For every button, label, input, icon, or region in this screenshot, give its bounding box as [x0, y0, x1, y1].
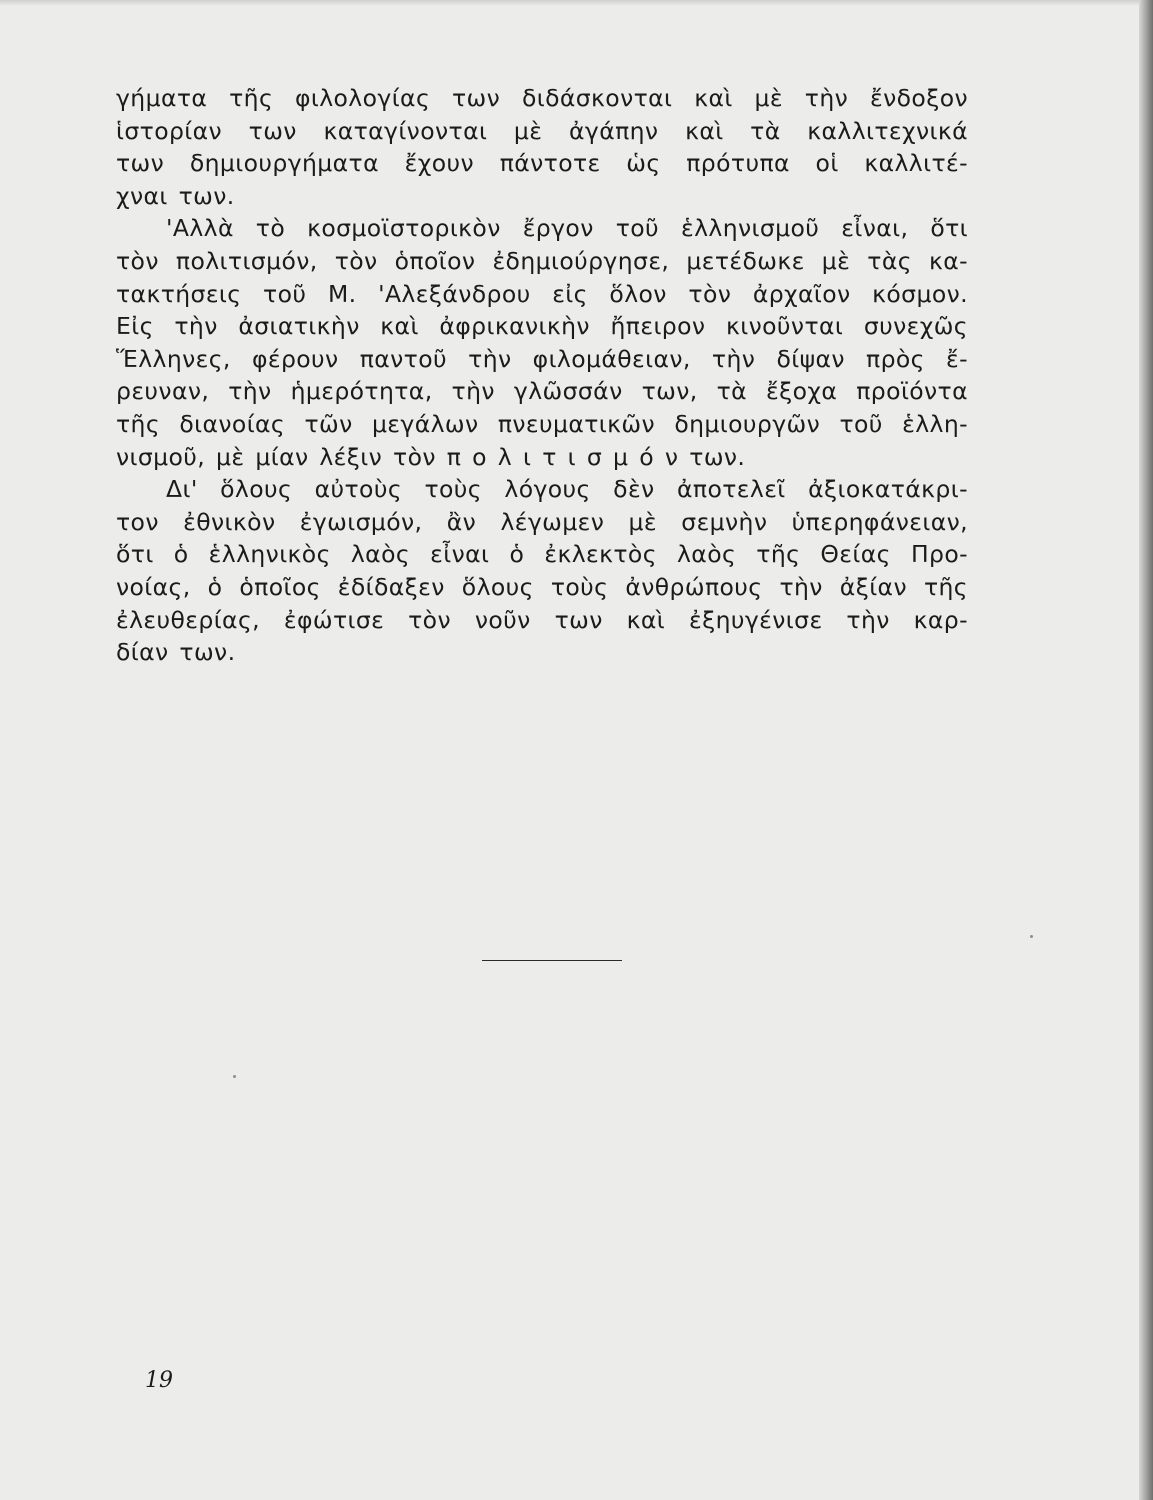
- body-text: [116, 82, 968, 669]
- text-line: ὅτι ὁ ἑλληνικὸς λαὸς εἶναι ὁ ἐκλεκτὸς λαὸς τῆς Θείας Προ-: [116, 540, 968, 569]
- page-binding-edge: [1139, 0, 1153, 1500]
- text-line: ρευναν, τὴν ἡμερότητα, τὴν γλῶσσάν των, τὰ ἔξοχα προϊόντα: [116, 377, 968, 406]
- text-line: των δημιουργήματα ἔχουν πάντοτε ὡς πρότυπα οἱ καλλιτέ-: [116, 149, 968, 178]
- text-line: ἐλευθερίας, ἐφώτισε τὸν νοῦν των καὶ ἐξηυγένισε τὴν καρ-: [116, 605, 968, 634]
- text-line: γήματα τῆς φιλολογίας των διδάσκονται καὶ μὲ τὴν ἔνδοξον: [116, 84, 968, 112]
- text-line: τῆς διανοίας τῶν μεγάλων πνευματικῶν δημιουργῶν τοῦ ἑλλη-: [116, 409, 968, 438]
- text-line: νοίας, ὁ ὁποῖος ἐδίδαξεν ὅλους τοὺς ἀνθρώπους τὴν ἀξίαν τῆς: [116, 572, 968, 601]
- text-line: τακτήσεις τοῦ Μ. 'Αλεξάνδρου εἰς ὅλον τὸν ἀρχαῖον κόσμον.: [116, 279, 968, 308]
- text-line: νισμοῦ, μὲ μίαν λέξιν τὸν π ο λ ι τ ι σ μ ό ν των.: [116, 442, 746, 471]
- text-line: Δι' ὅλους αὐτοὺς τοὺς λόγους δὲν ἀποτελεῖ ἀξιοκατάκρι-: [166, 475, 968, 504]
- text-line: τον ἐθνικὸν ἐγωισμόν, ἂν λέγωμεν μὲ σεμνὴν ὑπερηφάνειαν,: [116, 507, 968, 536]
- text-line: 'Αλλὰ τὸ κοσμοϊστορικὸν ἔργον τοῦ ἑλληνισμοῦ εἶναι, ὅτι: [166, 214, 968, 243]
- text-line: Ἕλληνες, φέρουν παντοῦ τὴν φιλομάθειαν, τὴν δίψαν πρὸς ἔ-: [116, 344, 968, 373]
- text-line: ἱστορίαν των καταγίνονται μὲ ἀγάπην καὶ τὰ καλλιτεχνικά: [116, 116, 968, 145]
- scan-speck: [233, 1075, 236, 1078]
- section-end-rule: [482, 960, 622, 961]
- text-line: τὸν πολιτισμόν, τὸν ὁποῖον ἐδημιούργησε, μετέδωκε μὲ τὰς κα-: [116, 246, 968, 275]
- page-top-edge: [0, 0, 1153, 6]
- text-line: Εἰς τὴν ἀσιατικὴν καὶ ἀφρικανικὴν ἤπειρον κινοῦνται συνεχῶς: [116, 312, 968, 341]
- text-line: δίαν των.: [116, 638, 236, 667]
- page-number: 19: [145, 1368, 173, 1393]
- text-line: χναι των.: [116, 181, 235, 210]
- scan-speck: [1030, 935, 1033, 938]
